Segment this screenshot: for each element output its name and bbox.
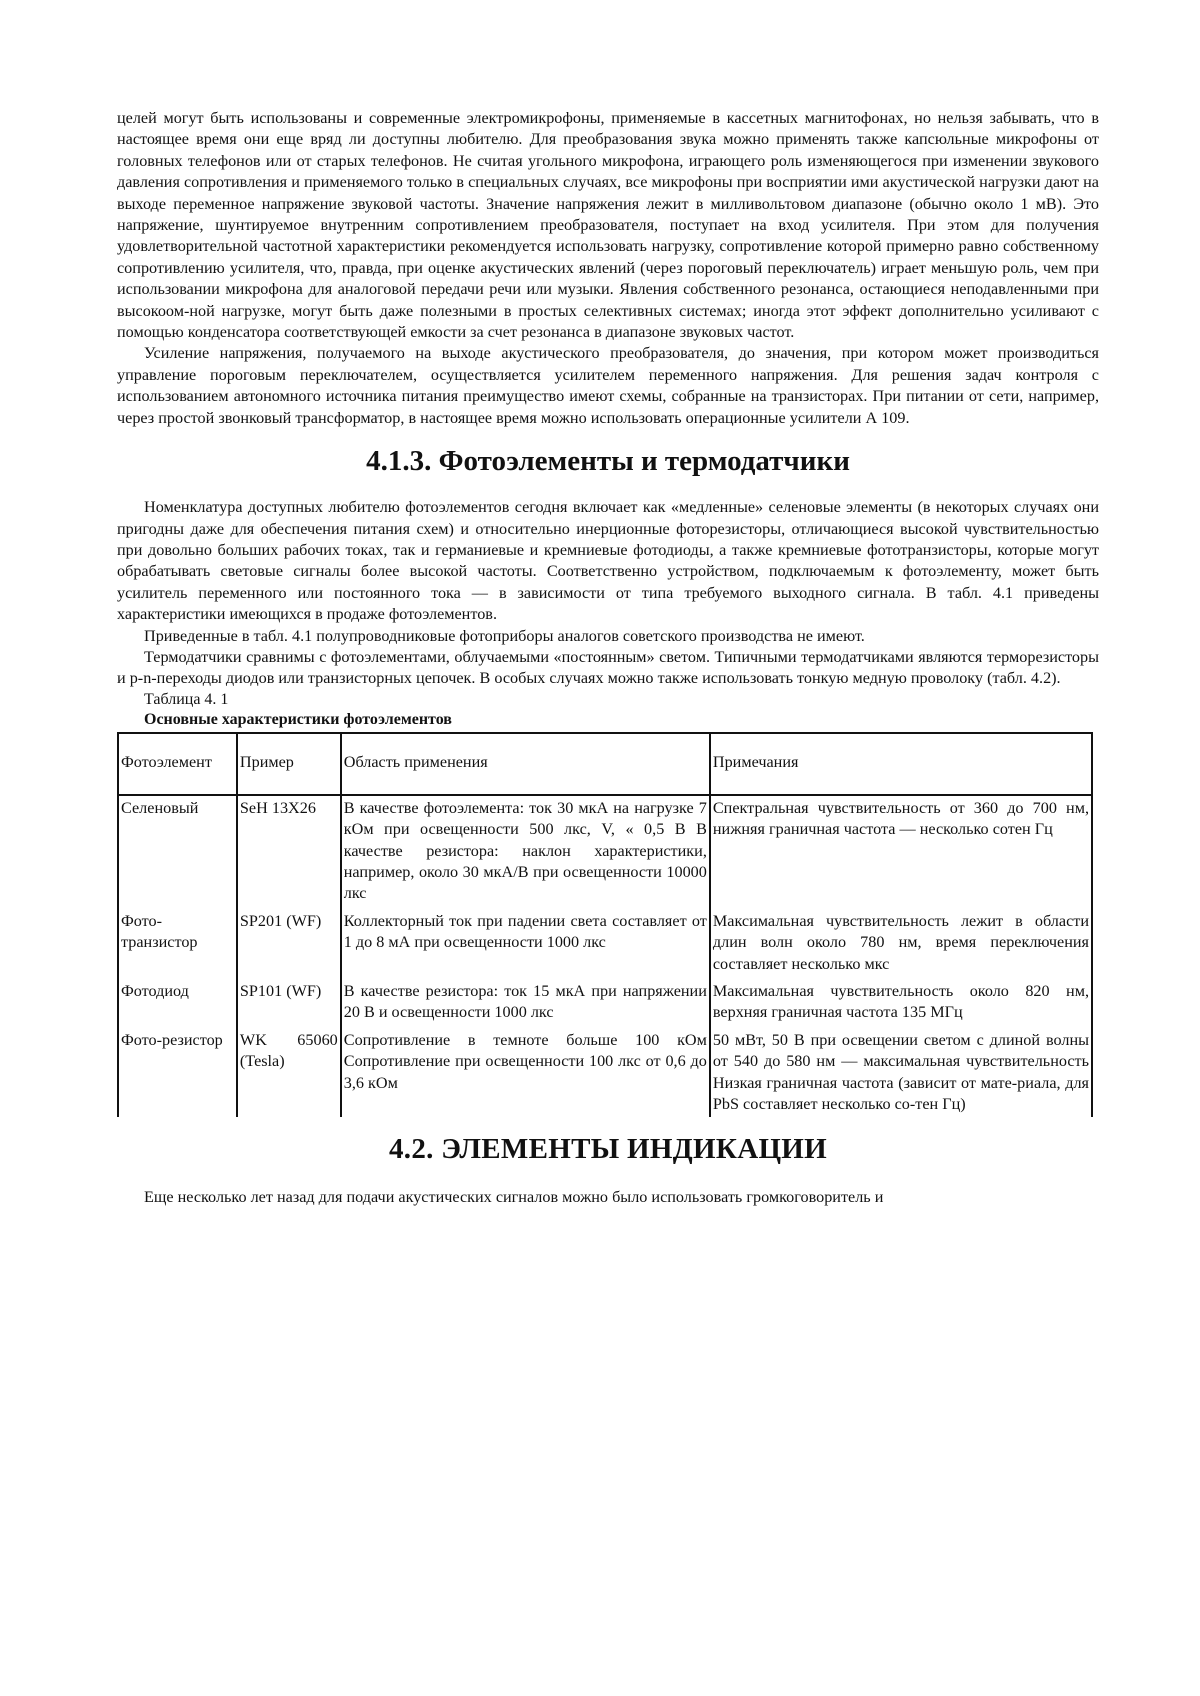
section-413-paragraph-2: Приведенные в табл. 4.1 полупроводниковые фотоприборы аналогов советского производства не имеют. [144, 626, 865, 645]
table-row [118, 909, 1092, 979]
section-413-paragraph-3: Термодатчики сравнимы с фотоэлементами, облучаемыми «постоянным» светом. Типичными термодатчиками являются терморезисторы и p-n-переходы диодов или транзисторных цепочек. В особых случаях можно также использовать тонкую медную проволоку (табл. 4.2). [117, 647, 1099, 688]
header-example: Пример [237, 733, 341, 795]
cell-application: В качестве фотоэлемента: ток 30 мкА на нагрузке 7 кОм при освещенности 500 лкс, V, « 0,5 В В качестве резистора: наклон характеристики, например, около 30 мкА/В при освещенности 10000 лкс [341, 795, 710, 909]
cell-example: SP101 (WF) [237, 979, 341, 1028]
cell-application: В качестве резистора: ток 15 мкА при напряжении 20 В и освещенности 1000 лкс [341, 979, 710, 1028]
cell-notes: Максимальная чувствительность лежит в области длин волн около 780 нм, время переключения составляет несколько мкс [710, 909, 1092, 979]
intro-paragraph-1: целей могут быть использованы и современные электромикрофоны, применяемые в кассетных магнитофонах, но нельзя забывать, что в настоящее время они еще вряд ли доступны любителю. Для преобразования звука можно применять также капсюльные микрофоны от головных телефонов или от старых телефонов. Не считая угольного микрофона, играющего роль изменяющегося при изменении звукового давления сопротивления и применяемого только в специальных случаях, все микрофоны при восприятии ими акустической нагрузки дают на выходе переменное напряжение звуковой частоты. Значение напряжения лежит в милливольтовом диапазоне (обычно около 1 мВ). Это напряжение, шунтируемое внутренним сопротивлением преобразователя, поступает на вход усилителя. При этом для получения удовлетворительной частотной характеристики рекомендуется использовать нагрузку, сопротивление которой примерно равно собственному сопротивлению усилителя, что, правда, при оценке акустических явлений (через пороговый переключатель) играет меньшую роль, чем при использовании микрофона для аналоговой передачи речи или музыки. Явления собственного резонанса, остающиеся неподавленными при высокоом-ной нагрузке, могут быть даже полезными в простых селективных системах; иногда этот эффект дополнительно усиливают с помощью конденсатора соответствующей емкости за счет резонанса в диапазоне звуковых частот. [117, 109, 1099, 342]
section-heading-4-2: 4.2. ЭЛЕМЕНТЫ ИНДИКАЦИИ [388, 1133, 828, 1166]
header-application: Область применения [341, 733, 710, 795]
cell-notes: 50 мВт, 50 В при освещении светом с длиной волны от 540 до 580 нм — максимальная чувствительность Низкая граничная частота (зависит от мате-риала, для PbS составляет несколько со-тен Гц) [710, 1028, 1092, 1118]
cell-element: Фото-резистор [118, 1028, 237, 1118]
intro-paragraph-2: Усиление напряжения, получаемого на выходе акустического преобразователя, до значения, при котором может производиться управление пороговым переключателем, осуществляется усилителем переменного напряжения. Для решения задач контроля с использованием автономного источника питания преимущество имеют схемы, собранные на транзисторах. При питании от сети, например, через простой звонковый трансформатор, в настоящее время можно использовать операционные усилители А 109. [117, 344, 1099, 427]
cell-example: SeH 13X26 [237, 795, 341, 909]
cell-application: Коллекторный ток при падении света составляет от 1 до 8 мА при освещенности 1000 лкс [341, 909, 710, 979]
cell-notes: Спектральная чувствительность от 360 до 700 нм, нижняя граничная частота — несколько сотен Гц [710, 795, 1092, 909]
cell-notes: Максимальная чувствительность около 820 нм, верхняя граничная частота 135 МГц [710, 979, 1092, 1028]
cell-element: Фото-транзистор [118, 909, 237, 979]
cell-element: Фотодиод [118, 979, 237, 1028]
section-42-paragraph-1: Еще несколько лет назад для подачи акустических сигналов можно было использовать громкоговоритель и [144, 1188, 884, 1207]
cell-element: Селеновый [118, 795, 237, 909]
table-caption: Таблица 4. 1 [144, 690, 229, 708]
table-row [118, 1028, 1092, 1118]
header-notes: Примечания [710, 733, 1092, 795]
table-row [118, 795, 1092, 909]
cell-example: SP201 (WF) [237, 909, 341, 979]
table-title: Основные характеристики фотоэлементов [144, 710, 452, 728]
section-413-paragraph-1: Номенклатура доступных любителю фотоэлементов сегодня включает как «медленные» селеновые элементы (в некоторых случаях они пригодны даже для обеспечения питания схем) и относительно инерционные фоторезисторы, отличающиеся высокой чувствительностью при довольно больших рабочих токах, так и германиевые и кремниевые фотодиоды, а также кремниевые фототранзисторы, которые могут обрабатывать световые сигналы более высокой частоты. Соответственно устройством, подключаемым к фотоэлементу, может быть усилитель переменного или постоянного тока — в зависимости от типа требуемого выходного сигнала. В табл. 4.1 приведены характеристики имеющихся в продаже фотоэлементов. [117, 498, 1099, 624]
photoelements-table [117, 732, 1093, 1118]
section-heading-4-1-3: 4.1.3. Фотоэлементы и термодатчики [366, 445, 850, 478]
cell-application: Сопротивление в темноте больше 100 кОм Сопротивление при освещенности 100 лкс от 0,6 до 3,6 кОм [341, 1028, 710, 1118]
table-header-row [118, 733, 1092, 795]
table-row [118, 979, 1092, 1028]
header-element: Фотоэлемент [118, 733, 237, 795]
document-page [117, 108, 1099, 1209]
cell-example: WK 65060 (Tesla) [237, 1028, 341, 1118]
